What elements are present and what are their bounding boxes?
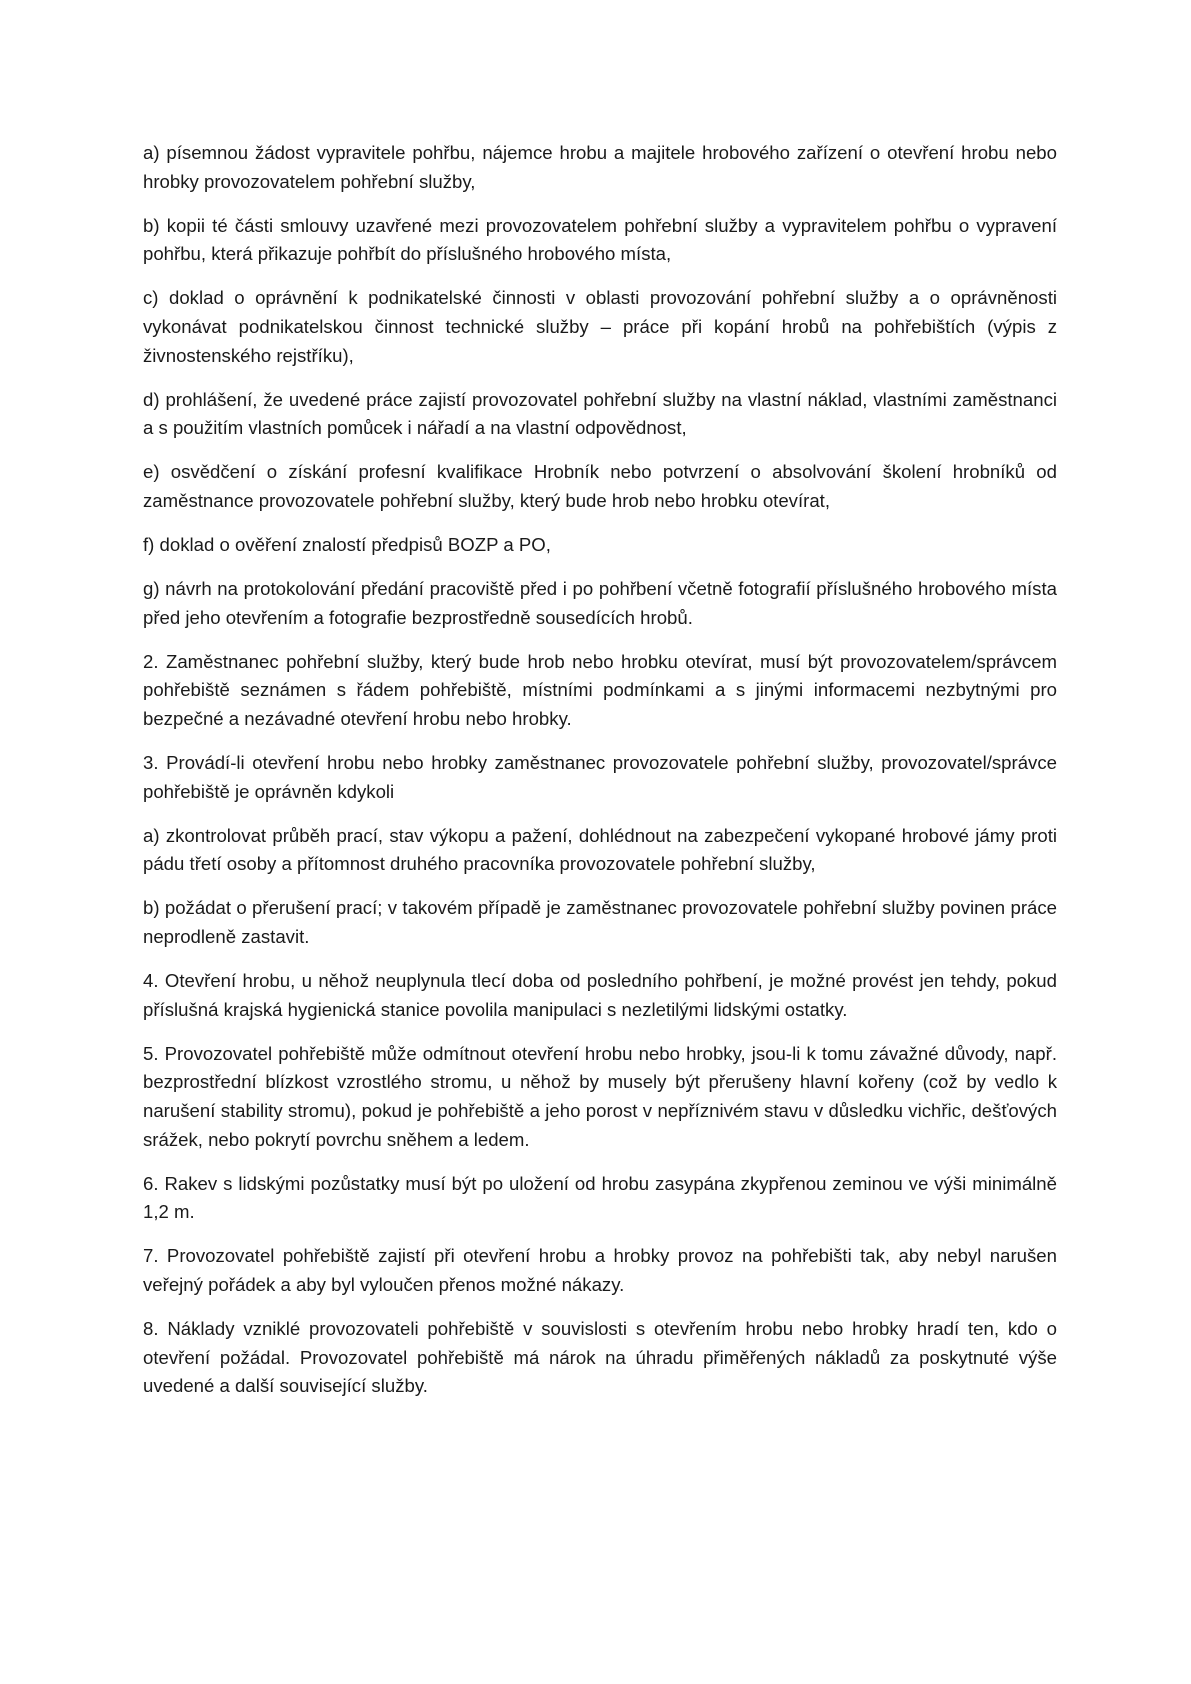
document-body: [143, 139, 1057, 1401]
paragraph-section-4: 4. Otevření hrobu, u něhož neuplynula tlecí doba od posledního pohřbení, je možné provést jen tehdy, pokud příslušná krajská hygienická stanice povolila manipulaci s nezletilými lidskými ostatky.: [143, 970, 1057, 1020]
paragraph-section-3-item-a: a) zkontrolovat průběh prací, stav výkopu a pažení, dohlédnout na zabezpečení vykopané hrobové jámy proti pádu třetí osoby a přítomnost druhého pracovníka provozovatele pohřební služby,: [143, 824, 1057, 875]
paragraph-item-b: b) kopii té části smlouvy uzavřené mezi provozovatelem pohřební služby a vypravitelem pohřbu o vypravení pohřbu, která přikazuje pohřbít do příslušného hrobového místa,: [143, 214, 1057, 265]
paragraph-section-8: 8. Náklady vzniklé provozovateli pohřebiště v souvislosti s otevřením hrobu nebo hrobky hradí ten, kdo o otevření požádal. Provozovatel pohřebiště má nárok na úhradu přiměřených nákladů za poskytnuté výše uvedené a další související služby.: [143, 1318, 1057, 1397]
paragraph-section-2: 2. Zaměstnanec pohřební služby, který bude hrob nebo hrobku otevírat, musí být provozovatelem/správcem pohřebiště seznámen s řádem pohřebiště, místními podmínkami a s jinými informacemi nezbytnými pro bezpečné a nezávadné otevření hrobu nebo hrobky.: [143, 650, 1057, 729]
paragraph-item-f: f) doklad o ověření znalostí předpisů BOZP a PO,: [143, 534, 551, 556]
paragraph-item-a: a) písemnou žádost vypravitele pohřbu, nájemce hrobu a majitele hrobového zařízení o otevření hrobu nebo hrobky provozovatelem pohřební služby,: [143, 142, 1057, 192]
paragraph-section-7: 7. Provozovatel pohřebiště zajistí při otevření hrobu a hrobky provoz na pohřebišti tak, aby nebyl narušen veřejný pořádek a aby byl vyloučen přenos možné nákazy.: [143, 1245, 1057, 1295]
paragraph-item-e: e) osvědčení o získání profesní kvalifikace Hrobník nebo potvrzení o absolvování školení hrobníků od zaměstnance provozovatele pohřební služby, který bude hrob nebo hrobku otevírat,: [143, 461, 1057, 511]
paragraph-item-c: c) doklad o oprávnění k podnikatelské činnosti v oblasti provozování pohřební služby a o oprávněnosti vykonávat podnikatelskou činnost technické služby – práce při kopání hrobů na pohřebištích (výpis z živnostenského rejstříku),: [143, 287, 1057, 366]
paragraph-section-5: 5. Provozovatel pohřebiště může odmítnout otevření hrobu nebo hrobky, jsou-li k tomu závažné důvody, např. bezprostřední blízkost vzrostlého stromu, u něhož by musely být přerušeny hlavní kořeny (což by vedlo k narušení stability stromu), pokud je pohřebiště a jeho porost v nepříznivém stavu v důsledku vichřic, dešťových srážek, nebo pokrytí povrchu sněhem a ledem.: [143, 1042, 1057, 1150]
paragraph-section-3: 3. Provádí-li otevření hrobu nebo hrobky zaměstnanec provozovatele pohřební služby, provozovatel/správce pohřebiště je oprávněn kdykoli: [143, 752, 1057, 802]
paragraph-item-g: g) návrh na protokolování předání pracoviště před i po pohřbení včetně fotografií příslušného hrobového místa před jeho otevřením a fotografie bezprostředně sousedících hrobů.: [143, 578, 1057, 628]
paragraph-item-d: d) prohlášení, že uvedené práce zajistí provozovatel pohřební služby na vlastní náklad, vlastními zaměstnanci a s použitím vlastních pomůcek i nářadí a na vlastní odpovědnost,: [143, 388, 1057, 439]
paragraph-section-6: 6. Rakev s lidskými pozůstatky musí být po uložení od hrobu zasypána zkypřenou zeminou ve výši minimálně 1,2 m.: [143, 1172, 1057, 1223]
paragraph-section-3-item-b: b) požádat o přerušení prací; v takovém případě je zaměstnanec provozovatele pohřební služby povinen práce neprodleně zastavit.: [143, 897, 1057, 948]
